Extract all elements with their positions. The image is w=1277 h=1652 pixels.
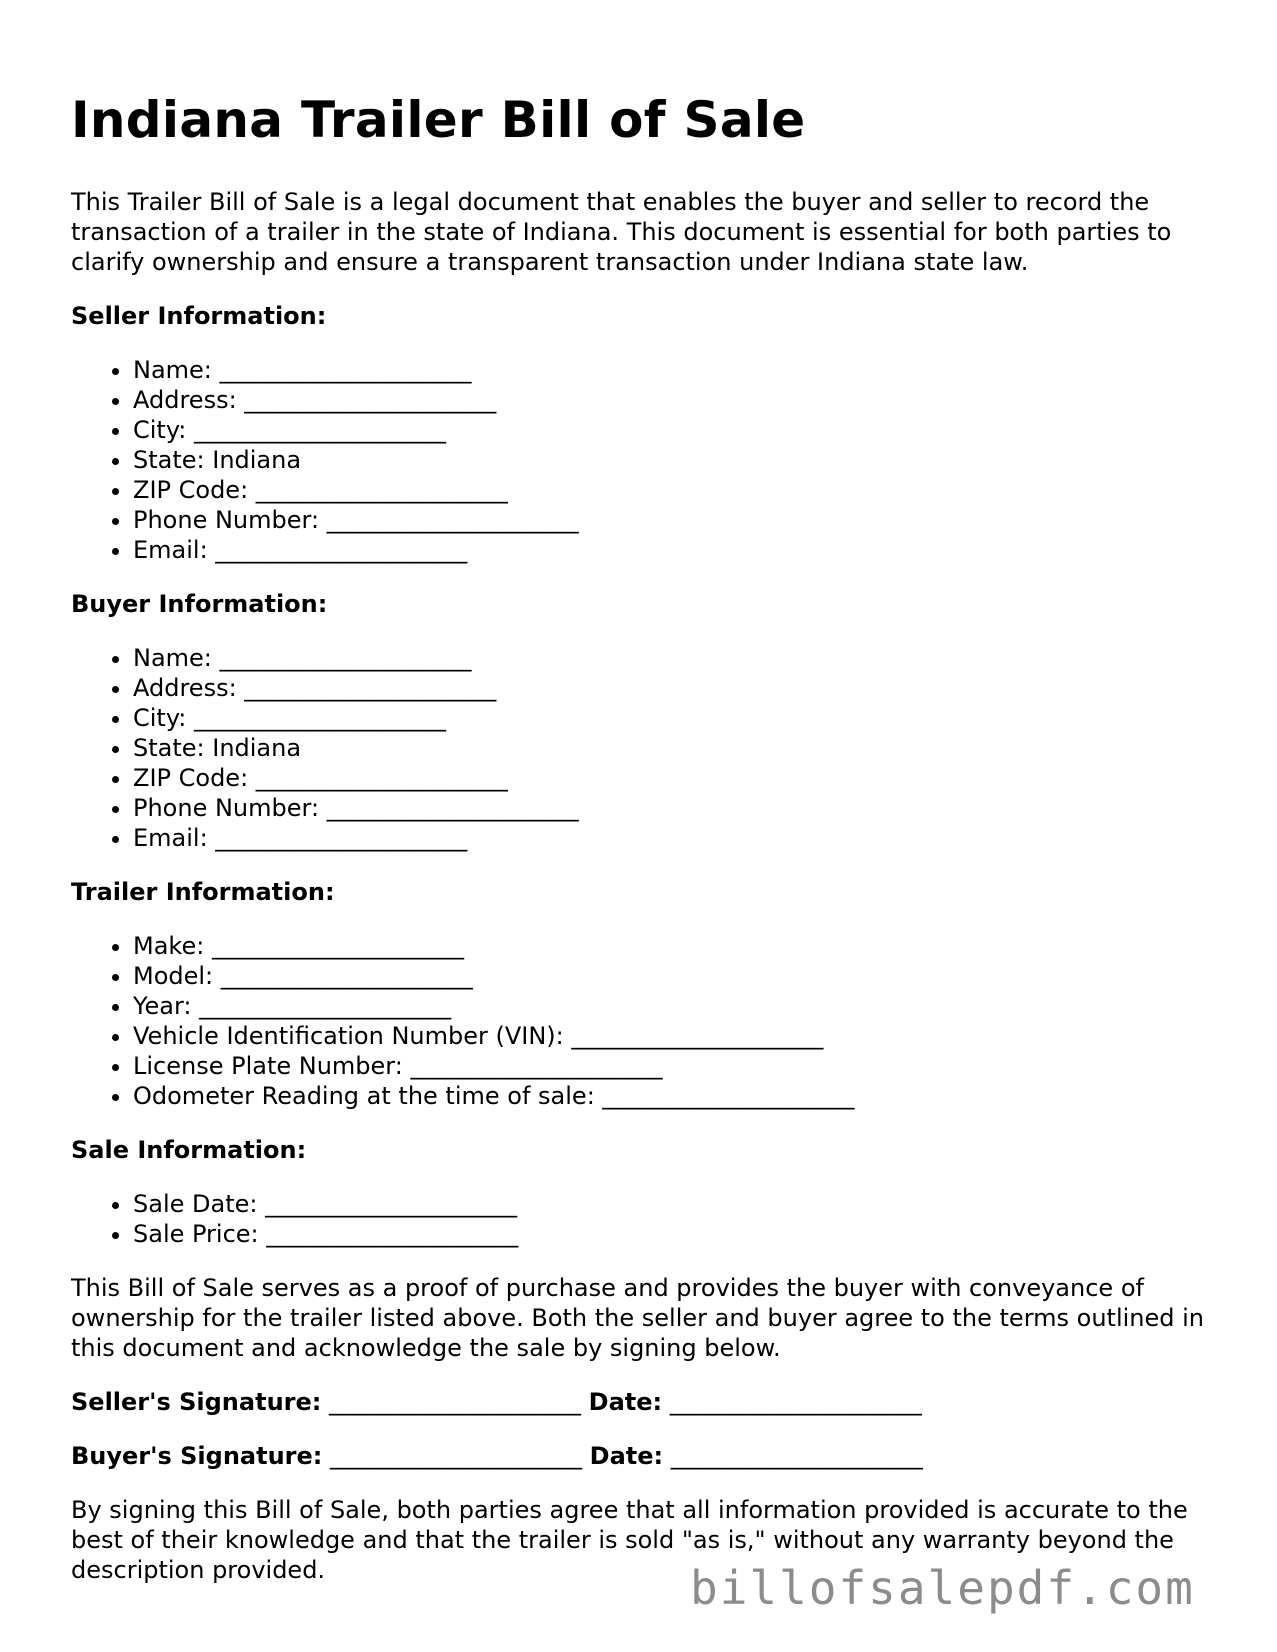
closing-paragraph: This Bill of Sale serves as a proof of purchase and provides the buyer with conveyance of ownership for the trailer listed above. Both the seller and buyer agree to the terms outlined in this document and acknowledge the sale by signing below. [71, 1274, 1205, 1362]
final-paragraph: By signing this Bill of Sale, both parties agree that all information provided is accurate to the best of their knowledge and that the trailer is sold "as is," without any warranty beyond the description provided. [71, 1496, 1188, 1584]
seller-heading: Seller Information: [71, 302, 327, 330]
buyer-signature-blank: _____________________ [330, 1442, 583, 1470]
buyer-signature-label: Buyer's Signature: [71, 1442, 323, 1470]
intro-paragraph: This Trailer Bill of Sale is a legal document that enables the buyer and seller to record the transaction of a trailer in the state of Indiana. This document is essential for both parties to clarify ownership and ensure a transparent transaction under Indiana state law. [71, 188, 1172, 276]
seller-signature-label: Seller's Signature: [71, 1388, 322, 1416]
buyer-date-label: Date: [589, 1442, 664, 1470]
seller-date-label: Date: [588, 1388, 663, 1416]
seller-name-field: • Name: _____________________ [133, 355, 1211, 385]
seller-email-field: • Email: _____________________ [133, 535, 1211, 565]
trailer-odometer-field: • Odometer Reading at the time of sale: _____________________ [133, 1081, 1211, 1111]
trailer-vin-field: • Vehicle Identification Number (VIN): _____________________ [133, 1021, 1211, 1051]
seller-date-blank: _____________________ [669, 1388, 922, 1416]
seller-zip-field: • ZIP Code: _____________________ [133, 475, 1211, 505]
seller-address-field: • Address: _____________________ [133, 385, 1211, 415]
buyer-list [71, 643, 1211, 853]
buyer-phone-field: • Phone Number: _____________________ [133, 793, 1211, 823]
watermark: billofsalepdf.com [690, 1561, 1195, 1615]
trailer-year-field: • Year: _____________________ [133, 991, 1211, 1021]
buyer-city-field: • City: _____________________ [133, 703, 1211, 733]
trailer-make-field: • Make: _____________________ [133, 931, 1211, 961]
trailer-heading: Trailer Information: [71, 878, 335, 906]
trailer-model-field: • Model: _____________________ [133, 961, 1211, 991]
sale-list [71, 1189, 1211, 1249]
sale-price-field: • Sale Price: _____________________ [133, 1219, 1211, 1249]
buyer-heading: Buyer Information: [71, 590, 328, 618]
buyer-email-field: • Email: _____________________ [133, 823, 1211, 853]
seller-state-field: • State: Indiana [133, 445, 1211, 475]
buyer-zip-field: • ZIP Code: _____________________ [133, 763, 1211, 793]
seller-list [71, 355, 1211, 565]
trailer-list [71, 931, 1211, 1111]
trailer-plate-field: • License Plate Number: _____________________ [133, 1051, 1211, 1081]
seller-signature-line [71, 1387, 1211, 1417]
buyer-name-field: • Name: _____________________ [133, 643, 1211, 673]
buyer-signature-line [71, 1441, 1211, 1471]
buyer-state-field: • State: Indiana [133, 733, 1211, 763]
sale-heading: Sale Information: [71, 1136, 307, 1164]
document-page [71, 88, 1211, 1585]
seller-phone-field: • Phone Number: _____________________ [133, 505, 1211, 535]
document-title: Indiana Trailer Bill of Sale [71, 91, 806, 149]
seller-signature-blank: _____________________ [329, 1388, 581, 1416]
seller-city-field: • City: _____________________ [133, 415, 1211, 445]
sale-date-field: • Sale Date: _____________________ [133, 1189, 1211, 1219]
buyer-date-blank: _____________________ [670, 1442, 923, 1470]
buyer-address-field: • Address: _____________________ [133, 673, 1211, 703]
